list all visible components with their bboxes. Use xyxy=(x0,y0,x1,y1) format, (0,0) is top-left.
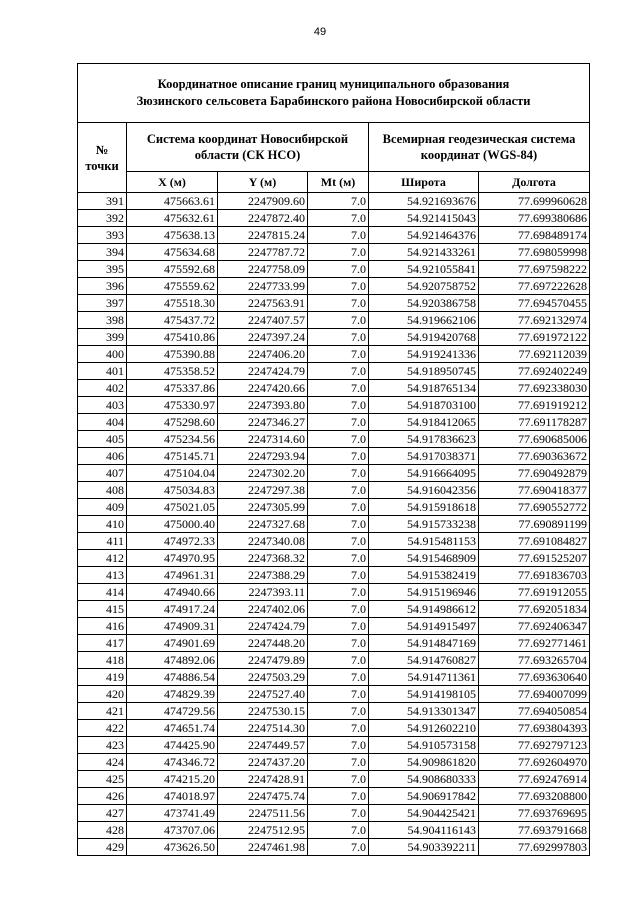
wgs84-system-header-line-2: координат (WGS-84) xyxy=(420,148,538,162)
longitude-cell: 77.699380686 xyxy=(479,210,590,227)
mt-cell: 7.0 xyxy=(308,567,369,584)
mt-cell: 7.0 xyxy=(308,499,369,516)
longitude-cell: 77.692476914 xyxy=(479,771,590,788)
mt-cell: 7.0 xyxy=(308,652,369,669)
x-cell: 475518.30 xyxy=(127,295,218,312)
latitude-cell: 54.915733238 xyxy=(369,516,479,533)
y-cell: 2247388.29 xyxy=(218,567,308,584)
table-row xyxy=(78,686,590,703)
mt-cell: 7.0 xyxy=(308,448,369,465)
y-cell: 2247787.72 xyxy=(218,244,308,261)
x-cell: 474425.90 xyxy=(127,737,218,754)
point-number-cell: 407 xyxy=(78,465,127,482)
mt-cell: 7.0 xyxy=(308,703,369,720)
longitude-cell: 77.690418377 xyxy=(479,482,590,499)
title-line-1: Координатное описание границ муниципального образования xyxy=(157,77,510,91)
latitude-cell: 54.915468909 xyxy=(369,550,479,567)
mt-cell: 7.0 xyxy=(308,584,369,601)
table-row xyxy=(78,193,590,210)
x-header: X (м) xyxy=(127,172,218,193)
table-row xyxy=(78,329,590,346)
x-cell: 474972.33 xyxy=(127,533,218,550)
y-cell: 2247393.11 xyxy=(218,584,308,601)
x-cell: 474970.95 xyxy=(127,550,218,567)
latitude-cell: 54.916664095 xyxy=(369,465,479,482)
x-cell: 475634.68 xyxy=(127,244,218,261)
longitude-cell: 77.693630640 xyxy=(479,669,590,686)
mt-cell: 7.0 xyxy=(308,550,369,567)
y-cell: 2247448.20 xyxy=(218,635,308,652)
x-cell: 475330.97 xyxy=(127,397,218,414)
latitude-cell: 54.919662106 xyxy=(369,312,479,329)
point-number-cell: 404 xyxy=(78,414,127,431)
mt-cell: 7.0 xyxy=(308,380,369,397)
longitude-cell: 77.691525207 xyxy=(479,550,590,567)
x-cell: 475410.86 xyxy=(127,329,218,346)
table-row xyxy=(78,839,590,856)
table-row xyxy=(78,465,590,482)
y-cell: 2247815.24 xyxy=(218,227,308,244)
point-number-header xyxy=(78,123,127,193)
latitude-cell: 54.915382419 xyxy=(369,567,479,584)
latitude-cell: 54.914760827 xyxy=(369,652,479,669)
x-cell: 474917.24 xyxy=(127,601,218,618)
point-number-cell: 405 xyxy=(78,431,127,448)
mt-cell: 7.0 xyxy=(308,465,369,482)
table-row xyxy=(78,601,590,618)
table-row xyxy=(78,261,590,278)
mt-cell: 7.0 xyxy=(308,414,369,431)
point-number-cell: 415 xyxy=(78,601,127,618)
latitude-header: Широта xyxy=(369,172,479,193)
point-number-cell: 428 xyxy=(78,822,127,839)
longitude-cell: 77.698059998 xyxy=(479,244,590,261)
y-cell: 2247402.06 xyxy=(218,601,308,618)
point-number-cell: 410 xyxy=(78,516,127,533)
table-row xyxy=(78,720,590,737)
table-title xyxy=(78,64,590,123)
latitude-cell: 54.908680333 xyxy=(369,771,479,788)
point-number-cell: 400 xyxy=(78,346,127,363)
mt-cell: 7.0 xyxy=(308,822,369,839)
longitude-cell: 77.692997803 xyxy=(479,839,590,856)
x-cell: 474886.54 xyxy=(127,669,218,686)
latitude-cell: 54.921433261 xyxy=(369,244,479,261)
x-cell: 473707.06 xyxy=(127,822,218,839)
latitude-cell: 54.914915497 xyxy=(369,618,479,635)
point-number-cell: 423 xyxy=(78,737,127,754)
table-row xyxy=(78,533,590,550)
latitude-cell: 54.904425421 xyxy=(369,805,479,822)
longitude-cell: 77.692051834 xyxy=(479,601,590,618)
y-cell: 2247340.08 xyxy=(218,533,308,550)
x-cell: 473626.50 xyxy=(127,839,218,856)
point-number-cell: 401 xyxy=(78,363,127,380)
x-cell: 475104.04 xyxy=(127,465,218,482)
longitude-cell: 77.693791668 xyxy=(479,822,590,839)
point-number-cell: 414 xyxy=(78,584,127,601)
point-number-cell: 398 xyxy=(78,312,127,329)
point-number-cell: 429 xyxy=(78,839,127,856)
point-number-cell: 396 xyxy=(78,278,127,295)
table-row xyxy=(78,227,590,244)
longitude-cell: 77.697222628 xyxy=(479,278,590,295)
point-number-cell: 419 xyxy=(78,669,127,686)
mt-header: Mt (м) xyxy=(308,172,369,193)
y-cell: 2247461.98 xyxy=(218,839,308,856)
point-number-cell: 416 xyxy=(78,618,127,635)
table-row xyxy=(78,431,590,448)
longitude-cell: 77.694570455 xyxy=(479,295,590,312)
longitude-cell: 77.692406347 xyxy=(479,618,590,635)
y-cell: 2247305.99 xyxy=(218,499,308,516)
table-row xyxy=(78,822,590,839)
mt-cell: 7.0 xyxy=(308,482,369,499)
longitude-cell: 77.690492879 xyxy=(479,465,590,482)
y-cell: 2247909.60 xyxy=(218,193,308,210)
mt-cell: 7.0 xyxy=(308,635,369,652)
table-row xyxy=(78,584,590,601)
x-cell: 474729.56 xyxy=(127,703,218,720)
point-number-cell: 393 xyxy=(78,227,127,244)
latitude-cell: 54.921464376 xyxy=(369,227,479,244)
table-row xyxy=(78,754,590,771)
table-row xyxy=(78,312,590,329)
point-number-cell: 408 xyxy=(78,482,127,499)
latitude-cell: 54.920758752 xyxy=(369,278,479,295)
mt-cell: 7.0 xyxy=(308,516,369,533)
longitude-cell: 77.692132974 xyxy=(479,312,590,329)
mt-cell: 7.0 xyxy=(308,618,369,635)
x-cell: 474901.69 xyxy=(127,635,218,652)
y-cell: 2247346.27 xyxy=(218,414,308,431)
longitude-cell: 77.693208800 xyxy=(479,788,590,805)
latitude-cell: 54.918765134 xyxy=(369,380,479,397)
table-row xyxy=(78,397,590,414)
point-number-cell: 412 xyxy=(78,550,127,567)
mt-cell: 7.0 xyxy=(308,669,369,686)
mt-cell: 7.0 xyxy=(308,346,369,363)
longitude-cell: 77.691084827 xyxy=(479,533,590,550)
longitude-cell: 77.692112039 xyxy=(479,346,590,363)
mt-cell: 7.0 xyxy=(308,193,369,210)
table-row xyxy=(78,771,590,788)
mt-cell: 7.0 xyxy=(308,601,369,618)
longitude-cell: 77.692402249 xyxy=(479,363,590,380)
local-system-header-line-2: области (СК НСО) xyxy=(194,148,301,162)
latitude-cell: 54.921415043 xyxy=(369,210,479,227)
y-cell: 2247872.40 xyxy=(218,210,308,227)
mt-cell: 7.0 xyxy=(308,839,369,856)
latitude-cell: 54.904116143 xyxy=(369,822,479,839)
longitude-cell: 77.693769695 xyxy=(479,805,590,822)
latitude-cell: 54.920386758 xyxy=(369,295,479,312)
table-row xyxy=(78,380,590,397)
mt-cell: 7.0 xyxy=(308,227,369,244)
point-number-header-line-2: точки xyxy=(85,158,119,173)
longitude-cell: 77.690891199 xyxy=(479,516,590,533)
wgs84-system-header-line-1: Всемирная геодезическая система xyxy=(382,132,576,146)
longitude-cell: 77.693804393 xyxy=(479,720,590,737)
point-number-cell: 422 xyxy=(78,720,127,737)
y-cell: 2247368.32 xyxy=(218,550,308,567)
latitude-cell: 54.917836623 xyxy=(369,431,479,448)
point-number-cell: 420 xyxy=(78,686,127,703)
x-cell: 474651.74 xyxy=(127,720,218,737)
longitude-cell: 77.691972122 xyxy=(479,329,590,346)
longitude-cell: 77.694050854 xyxy=(479,703,590,720)
table-row xyxy=(78,363,590,380)
y-cell: 2247475.74 xyxy=(218,788,308,805)
table-row xyxy=(78,652,590,669)
x-cell: 475358.52 xyxy=(127,363,218,380)
y-header: Y (м) xyxy=(218,172,308,193)
table-row xyxy=(78,414,590,431)
table-row xyxy=(78,210,590,227)
x-cell: 475437.72 xyxy=(127,312,218,329)
y-cell: 2247511.56 xyxy=(218,805,308,822)
table-row xyxy=(78,516,590,533)
table-row xyxy=(78,295,590,312)
point-number-cell: 394 xyxy=(78,244,127,261)
y-cell: 2247449.57 xyxy=(218,737,308,754)
y-cell: 2247424.79 xyxy=(218,363,308,380)
latitude-cell: 54.915918618 xyxy=(369,499,479,516)
y-cell: 2247530.15 xyxy=(218,703,308,720)
y-cell: 2247758.09 xyxy=(218,261,308,278)
table-row xyxy=(78,635,590,652)
latitude-cell: 54.906917842 xyxy=(369,788,479,805)
mt-cell: 7.0 xyxy=(308,312,369,329)
point-number-cell: 403 xyxy=(78,397,127,414)
latitude-cell: 54.918950745 xyxy=(369,363,479,380)
table-row xyxy=(78,550,590,567)
longitude-cell: 77.691919212 xyxy=(479,397,590,414)
table-body xyxy=(78,193,590,856)
x-cell: 474346.72 xyxy=(127,754,218,771)
longitude-cell: 77.690685006 xyxy=(479,431,590,448)
mt-cell: 7.0 xyxy=(308,329,369,346)
latitude-cell: 54.918412065 xyxy=(369,414,479,431)
table-row xyxy=(78,703,590,720)
y-cell: 2247733.99 xyxy=(218,278,308,295)
longitude-cell: 77.692604970 xyxy=(479,754,590,771)
longitude-cell: 77.698489174 xyxy=(479,227,590,244)
point-number-cell: 425 xyxy=(78,771,127,788)
local-system-header xyxy=(127,123,369,172)
table-row xyxy=(78,499,590,516)
longitude-header: Долгота xyxy=(479,172,590,193)
longitude-cell: 77.692797123 xyxy=(479,737,590,754)
y-cell: 2247479.89 xyxy=(218,652,308,669)
point-number-cell: 421 xyxy=(78,703,127,720)
point-number-cell: 426 xyxy=(78,788,127,805)
longitude-cell: 77.693265704 xyxy=(479,652,590,669)
mt-cell: 7.0 xyxy=(308,754,369,771)
y-cell: 2247393.80 xyxy=(218,397,308,414)
latitude-cell: 54.917038371 xyxy=(369,448,479,465)
point-number-header-line-1: № xyxy=(95,142,109,157)
y-cell: 2247327.68 xyxy=(218,516,308,533)
point-number-cell: 392 xyxy=(78,210,127,227)
point-number-cell: 391 xyxy=(78,193,127,210)
latitude-cell: 54.921693676 xyxy=(369,193,479,210)
y-cell: 2247424.79 xyxy=(218,618,308,635)
longitude-cell: 77.691912055 xyxy=(479,584,590,601)
x-cell: 475298.60 xyxy=(127,414,218,431)
x-cell: 475234.56 xyxy=(127,431,218,448)
x-cell: 474829.39 xyxy=(127,686,218,703)
mt-cell: 7.0 xyxy=(308,397,369,414)
mt-cell: 7.0 xyxy=(308,261,369,278)
longitude-cell: 77.692771461 xyxy=(479,635,590,652)
table-row xyxy=(78,346,590,363)
mt-cell: 7.0 xyxy=(308,244,369,261)
x-cell: 474961.31 xyxy=(127,567,218,584)
point-number-cell: 424 xyxy=(78,754,127,771)
mt-cell: 7.0 xyxy=(308,295,369,312)
longitude-cell: 77.694007099 xyxy=(479,686,590,703)
mt-cell: 7.0 xyxy=(308,363,369,380)
coordinates-table xyxy=(77,63,590,856)
y-cell: 2247314.60 xyxy=(218,431,308,448)
x-cell: 474215.20 xyxy=(127,771,218,788)
mt-cell: 7.0 xyxy=(308,771,369,788)
table-row xyxy=(78,448,590,465)
table-row xyxy=(78,788,590,805)
latitude-cell: 54.919420768 xyxy=(369,329,479,346)
longitude-cell: 77.690363672 xyxy=(479,448,590,465)
x-cell: 474018.97 xyxy=(127,788,218,805)
x-cell: 475337.86 xyxy=(127,380,218,397)
mt-cell: 7.0 xyxy=(308,788,369,805)
x-cell: 475390.88 xyxy=(127,346,218,363)
y-cell: 2247563.91 xyxy=(218,295,308,312)
x-cell: 475034.83 xyxy=(127,482,218,499)
latitude-cell: 54.915481153 xyxy=(369,533,479,550)
table-row xyxy=(78,567,590,584)
x-cell: 475592.68 xyxy=(127,261,218,278)
y-cell: 2247512.95 xyxy=(218,822,308,839)
mt-cell: 7.0 xyxy=(308,431,369,448)
latitude-cell: 54.914711361 xyxy=(369,669,479,686)
latitude-cell: 54.913301347 xyxy=(369,703,479,720)
table-row xyxy=(78,244,590,261)
x-cell: 474909.31 xyxy=(127,618,218,635)
latitude-cell: 54.903392211 xyxy=(369,839,479,856)
point-number-cell: 402 xyxy=(78,380,127,397)
longitude-cell: 77.690552772 xyxy=(479,499,590,516)
y-cell: 2247428.91 xyxy=(218,771,308,788)
point-number-cell: 427 xyxy=(78,805,127,822)
point-number-cell: 395 xyxy=(78,261,127,278)
point-number-cell: 413 xyxy=(78,567,127,584)
mt-cell: 7.0 xyxy=(308,533,369,550)
mt-cell: 7.0 xyxy=(308,805,369,822)
table-row xyxy=(78,669,590,686)
latitude-cell: 54.909861820 xyxy=(369,754,479,771)
point-number-cell: 406 xyxy=(78,448,127,465)
latitude-cell: 54.912602210 xyxy=(369,720,479,737)
longitude-cell: 77.692338030 xyxy=(479,380,590,397)
local-system-header-line-1: Система координат Новосибирской xyxy=(146,132,349,146)
latitude-cell: 54.921055841 xyxy=(369,261,479,278)
y-cell: 2247420.66 xyxy=(218,380,308,397)
page-number: 49 xyxy=(313,26,327,38)
latitude-cell: 54.910573158 xyxy=(369,737,479,754)
y-cell: 2247302.20 xyxy=(218,465,308,482)
y-cell: 2247297.38 xyxy=(218,482,308,499)
x-cell: 475559.62 xyxy=(127,278,218,295)
x-cell: 475638.13 xyxy=(127,227,218,244)
mt-cell: 7.0 xyxy=(308,720,369,737)
table-row xyxy=(78,805,590,822)
latitude-cell: 54.915196946 xyxy=(369,584,479,601)
point-number-cell: 418 xyxy=(78,652,127,669)
table-row xyxy=(78,737,590,754)
title-line-2: Зюзинского сельсовета Барабинского района Новосибирской области xyxy=(136,94,531,108)
y-cell: 2247407.57 xyxy=(218,312,308,329)
latitude-cell: 54.914198105 xyxy=(369,686,479,703)
y-cell: 2247527.40 xyxy=(218,686,308,703)
y-cell: 2247397.24 xyxy=(218,329,308,346)
y-cell: 2247503.29 xyxy=(218,669,308,686)
x-cell: 475145.71 xyxy=(127,448,218,465)
longitude-cell: 77.697598222 xyxy=(479,261,590,278)
mt-cell: 7.0 xyxy=(308,278,369,295)
x-cell: 474940.66 xyxy=(127,584,218,601)
mt-cell: 7.0 xyxy=(308,210,369,227)
table-row xyxy=(78,618,590,635)
mt-cell: 7.0 xyxy=(308,737,369,754)
point-number-cell: 417 xyxy=(78,635,127,652)
longitude-cell: 77.691178287 xyxy=(479,414,590,431)
wgs84-system-header xyxy=(369,123,590,172)
point-number-cell: 399 xyxy=(78,329,127,346)
table-row xyxy=(78,482,590,499)
longitude-cell: 77.691836703 xyxy=(479,567,590,584)
point-number-cell: 411 xyxy=(78,533,127,550)
latitude-cell: 54.914847169 xyxy=(369,635,479,652)
x-cell: 475663.61 xyxy=(127,193,218,210)
x-cell: 475021.05 xyxy=(127,499,218,516)
table-row xyxy=(78,278,590,295)
y-cell: 2247514.30 xyxy=(218,720,308,737)
x-cell: 475000.40 xyxy=(127,516,218,533)
point-number-cell: 397 xyxy=(78,295,127,312)
mt-cell: 7.0 xyxy=(308,686,369,703)
latitude-cell: 54.914986612 xyxy=(369,601,479,618)
x-cell: 473741.49 xyxy=(127,805,218,822)
latitude-cell: 54.918703100 xyxy=(369,397,479,414)
latitude-cell: 54.916042356 xyxy=(369,482,479,499)
latitude-cell: 54.919241336 xyxy=(369,346,479,363)
x-cell: 474892.06 xyxy=(127,652,218,669)
y-cell: 2247406.20 xyxy=(218,346,308,363)
y-cell: 2247293.94 xyxy=(218,448,308,465)
x-cell: 475632.61 xyxy=(127,210,218,227)
longitude-cell: 77.699960628 xyxy=(479,193,590,210)
point-number-cell: 409 xyxy=(78,499,127,516)
y-cell: 2247437.20 xyxy=(218,754,308,771)
